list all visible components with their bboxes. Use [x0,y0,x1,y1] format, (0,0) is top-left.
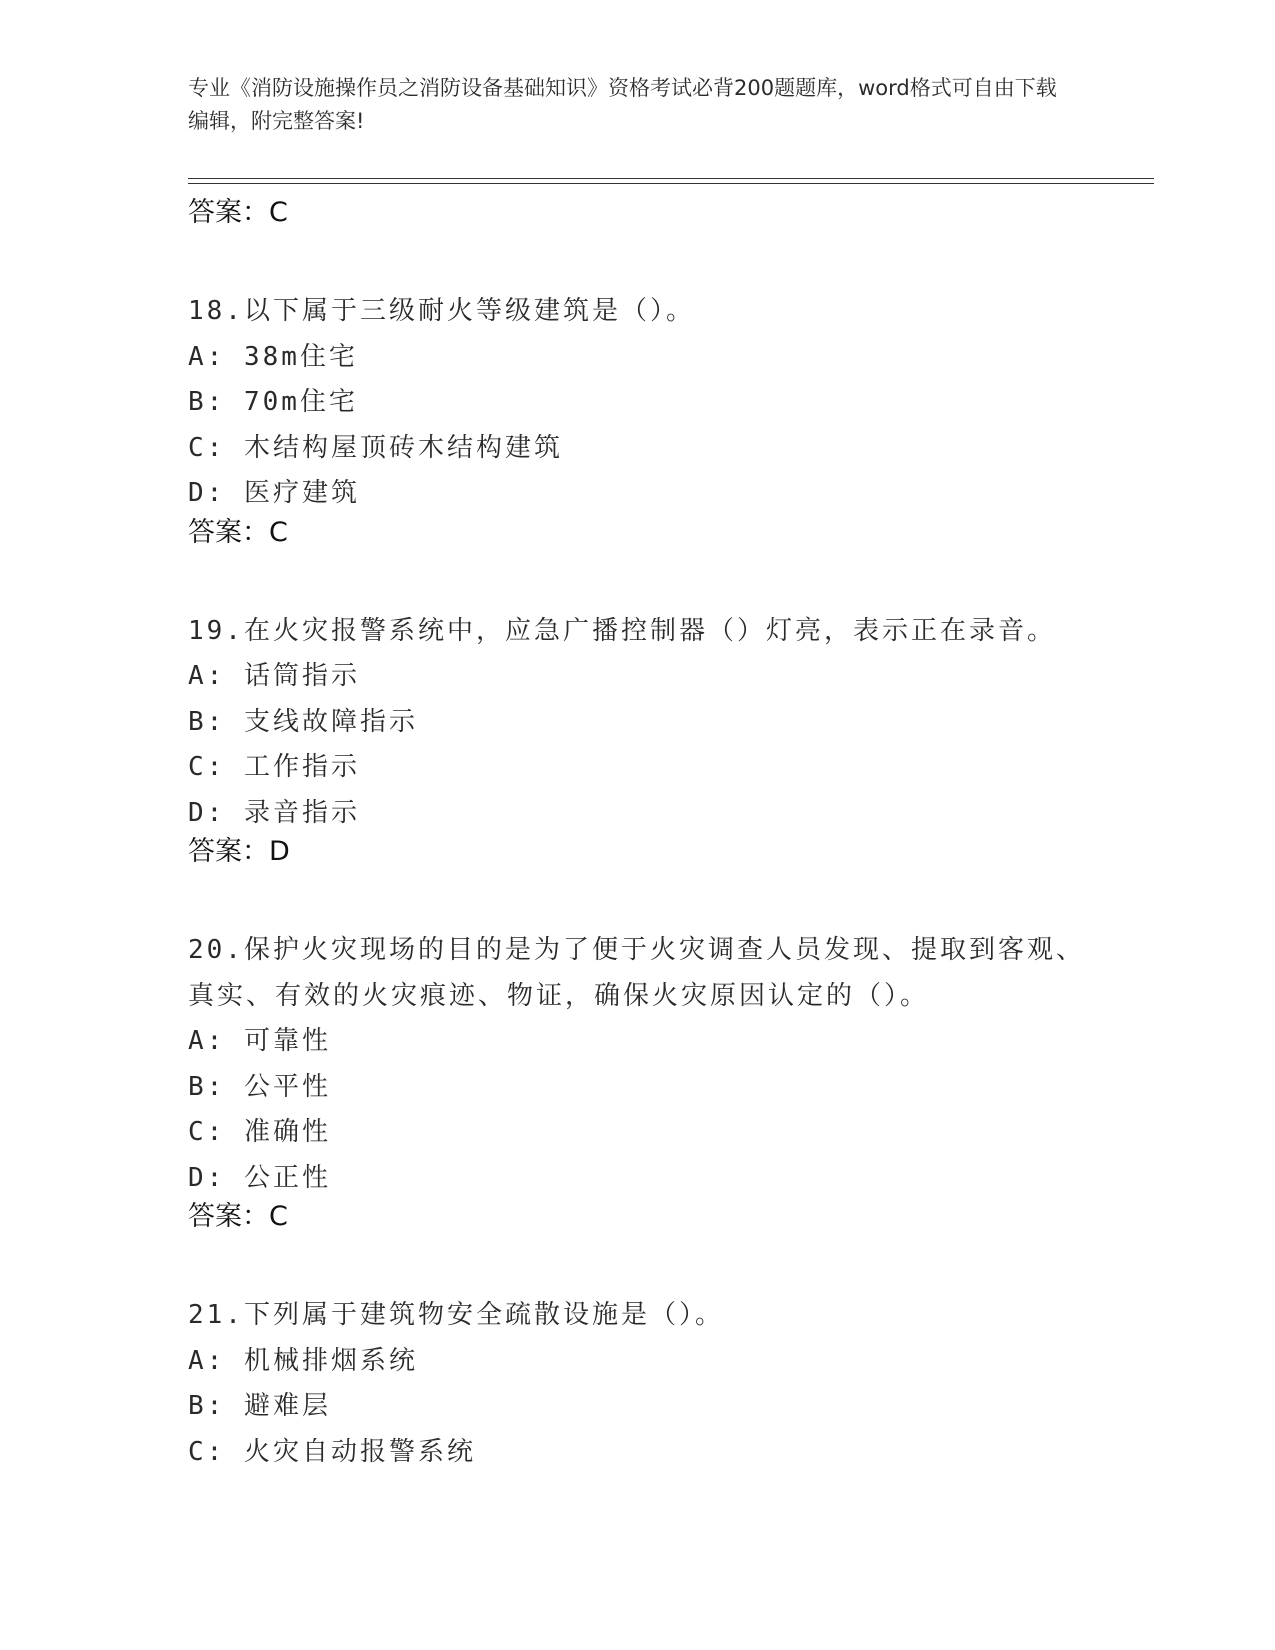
question-block-18 [188,289,1088,548]
answer-line: 答案：D [188,836,290,867]
option-b: B: 公平性 [188,1071,331,1102]
option-d: D: 公正性 [188,1162,331,1193]
option-a: A: 可靠性 [188,1026,331,1056]
question-stem: 20.保护火灾现场的目的是为了便于火灾调查人员发现、提取到客观、真实、有效的火灾痕迹、物证，确保火灾原因认定的（）。 [188,935,1085,1011]
answer-line: 答案：C [188,1201,288,1232]
question-list [188,186,1088,1475]
document-intro: 专业《消防设施操作员之消防设备基础知识》资格考试必背200题题库，word格式可自由下载编辑，附完整答案! [188,76,1057,133]
option-b: B: 70m住宅 [188,387,358,417]
question-block-19 [188,609,1088,868]
option-c: C: 木结构屋顶砖木结构建筑 [188,432,563,463]
option-b: B: 避难层 [188,1391,331,1421]
option-a: A: 机械排烟系统 [188,1345,418,1376]
question-block-20 [188,928,1088,1232]
option-b: B: 支线故障指示 [188,706,418,737]
question-block-21 [188,1293,1088,1475]
answer-line: 答案：C [188,516,288,548]
option-c: C: 火灾自动报警系统 [188,1436,476,1467]
question-stem: 21.下列属于建筑物安全疏散设施是（）。 [188,1300,724,1330]
question-stem: 19.在火灾报警系统中，应急广播控制器（）灯亮，表示正在录音。 [188,615,1056,646]
header-divider-bottom [188,183,1154,184]
option-d: D: 录音指示 [188,797,360,828]
header-divider-top [188,178,1154,179]
answer-line: 答案：C [188,197,288,228]
option-c: C: 准确性 [188,1117,331,1147]
option-a: A: 话筒指示 [188,661,360,691]
option-d: D: 医疗建筑 [188,478,360,508]
question-stem: 18.以下属于三级耐火等级建筑是（）。 [188,296,695,326]
option-a: A: 38m住宅 [188,341,358,372]
option-c: C: 工作指示 [188,752,360,782]
